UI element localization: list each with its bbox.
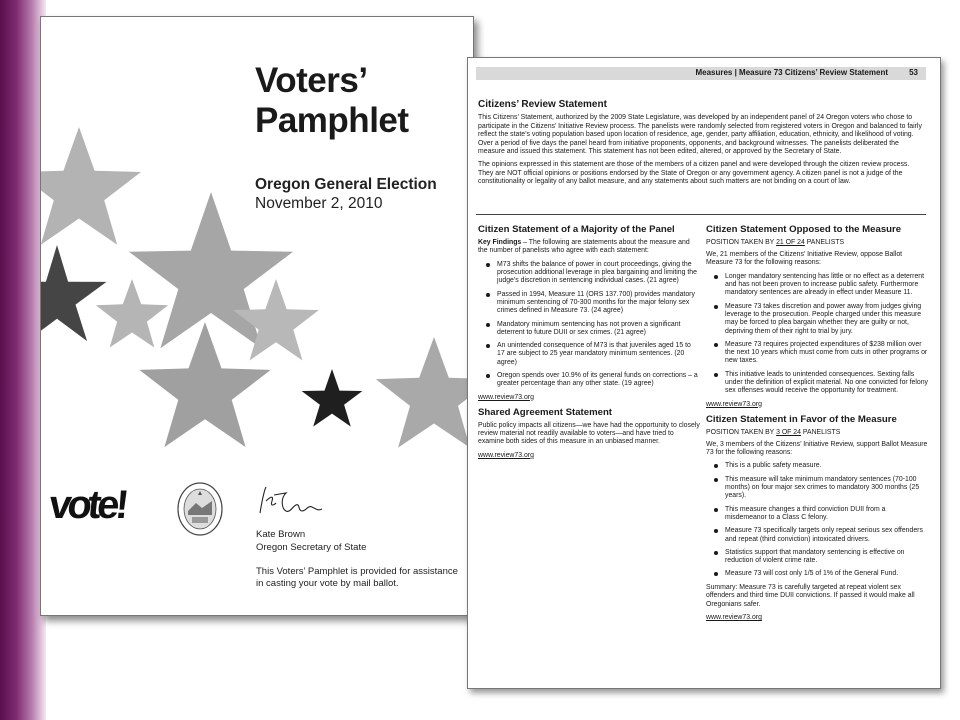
list-item — [706, 570, 928, 578]
bullet-icon — [714, 343, 718, 347]
list-item-text: An unintended consequence of M73 is that juveniles aged 15 to 17 are subject to 25 year mandatory minimum sentences. (20 agree) — [497, 342, 691, 366]
key-findings-text: – The following are statements about the measure and the number of panelists who agree with each statement: — [478, 239, 690, 255]
position-suffix: PANELISTS — [800, 428, 841, 436]
star-shape — [376, 337, 473, 448]
list-item — [706, 527, 928, 544]
list-item-text: This measure will take minimum mandatory sentences (70-100 months) on four major sex crimes to mandatory 300 months (25 years). — [725, 475, 920, 500]
list-item — [706, 506, 928, 523]
list-item-text: Measure 73 specifically targets only repeat serious sex offenders and repeat (third conviction) intoxicated drivers. — [725, 527, 923, 543]
list-item-text: Measure 73 takes discretion and power away from judges giving leverage to the prosecution. People charged under this measure may be forced to plea bargain whether they are guilty or not, depriving them of their right to trial by jury. — [725, 302, 922, 335]
list-item — [706, 303, 928, 336]
bullet-icon — [486, 344, 490, 348]
shared-link[interactable]: www.review73.org — [478, 451, 534, 459]
favor-intro: We, 3 members of the Citizens’ Initiative Review, support Ballot Measure 73 for the following reasons: — [706, 440, 928, 457]
bullet-icon — [714, 551, 718, 555]
list-item — [478, 342, 700, 367]
cover-title-line2: Pamphlet — [255, 101, 409, 140]
favor-list — [706, 462, 928, 578]
measure-page — [467, 57, 941, 689]
star-shape — [233, 279, 319, 361]
list-item — [706, 341, 928, 366]
review-paragraph: This Citizens’ Statement, authorized by the 2009 State Legislature, was developed by an independent panel of 24 Oregon voters who chose to participate in the Citizens’ Initiative Review process. The panelists were randomly selected from registered voters in Oregon and balanced to fairly reflect the state’s voting population based upon location of residence, age, gender, party affiliation, education, ethnicity, and likelihood of voting. Over a period of five days the panel heard from initiative proponents, opponents, and background witnesses. The panelists deliberated the measure and issued this statement. This statement has not been edited, altered, or approved by the Secretary of State. — [478, 114, 922, 156]
signer-title: Oregon Secretary of State — [256, 542, 367, 553]
bullet-icon — [486, 293, 490, 297]
cover-title — [255, 61, 409, 141]
list-item — [478, 291, 700, 316]
majority-title: Citizen Statement of a Majority of the Panel — [478, 224, 675, 235]
list-item-text: Statistics support that mandatory sentencing is effective on reduction of violent crime rate. — [725, 548, 905, 565]
list-item-text: M73 shifts the balance of power in court proceedings, giving the prosecution additional leverage in plea bargaining and limiting the judge’s discretion in sentencing individual cases. (21 agree) — [497, 260, 697, 285]
position-count: 21 OF 24 — [776, 239, 805, 246]
findings-list — [478, 261, 700, 389]
page-header — [476, 67, 926, 80]
list-item — [706, 476, 928, 501]
bullet-icon — [486, 263, 490, 267]
favor-link[interactable]: www.review73.org — [706, 613, 762, 621]
bullet-icon — [714, 508, 718, 512]
list-item — [478, 261, 700, 286]
majority-link[interactable]: www.review73.org — [478, 393, 534, 401]
list-item-text: Mandatory minimum sentencing has not proven a significant deterrent to future DUII or sex crimes. (21 agree) — [497, 320, 681, 336]
cover-title-line1: Voters’ — [255, 61, 368, 100]
opposed-link[interactable]: www.review73.org — [706, 400, 762, 408]
favor-summary: Summary: Measure 73 is carefully targeted at repeat violent sex offenders and third time DUII convictions. If passed it would make all Oregonians safer. — [706, 583, 915, 608]
vote-logo: vote! — [47, 483, 128, 527]
list-item-text: Passed in 1994, Measure 11 (ORS 137.700) provides mandatory minimum sentencing of 70-300 months for the major felony sex crimes defined in Measure 73. (24 agree) — [497, 290, 695, 315]
page-number: 53 — [909, 68, 918, 77]
list-item-text: Measure 73 requires projected expenditures of $238 million over the next 10 years which must come from cuts in other programs or new taxes. — [725, 340, 928, 365]
favor-title: Citizen Statement in Favor of the Measure — [706, 413, 897, 425]
list-item-text: Measure 73 will cost only 1/5 of 1% of the General Fund. — [725, 570, 899, 578]
signer-name: Kate Brown — [256, 529, 306, 540]
position-suffix: PANELISTS — [804, 239, 845, 246]
position-count: 3 OF 24 — [776, 428, 801, 436]
favor-position — [706, 429, 928, 436]
bullet-icon — [714, 275, 718, 279]
star-shape — [41, 245, 107, 341]
review-title: Citizens’ Review Statement — [478, 99, 607, 110]
list-item — [478, 372, 700, 389]
pamphlet-cover — [40, 16, 474, 616]
list-item — [706, 549, 928, 566]
list-item-text: This initiative leads to unintended consequences. Sexting falls under the definition of explicit material. No one convicted for felony sex offenses would receive the opportunity for treatment. — [725, 370, 929, 395]
bullet-icon — [714, 305, 718, 309]
list-item — [706, 462, 928, 470]
signature-image — [256, 483, 326, 521]
election-name: Oregon General Election — [255, 176, 437, 193]
election-date: November 2, 2010 — [255, 195, 383, 212]
section-divider — [476, 214, 926, 215]
shared-text: Public policy impacts all citizens—we have had the opportunity to closely review material not readily available to voters—and have tried to examine both sides of this measure in an unbiased manner. — [478, 421, 700, 446]
key-findings-label: Key Findings — [478, 239, 522, 246]
bullet-icon — [486, 323, 490, 327]
bullet-icon — [714, 373, 718, 377]
citizens-review-block — [478, 99, 924, 191]
list-item-text: This is a public safety measure. — [725, 462, 822, 470]
position-prefix: POSITION TAKEN BY — [706, 239, 777, 246]
star-shape — [302, 369, 363, 427]
bullet-icon — [714, 478, 718, 482]
list-item — [706, 273, 928, 298]
list-item-text: This measure changes a third conviction DUII from a misdemeanor to a Class C felony. — [725, 505, 886, 521]
left-column — [478, 224, 700, 465]
list-item — [478, 321, 700, 338]
cover-note: This Voters’ Pamphlet is provided for assistance in casting your vote by mail ballot. — [256, 566, 458, 589]
bullet-icon — [714, 464, 718, 468]
shared-title: Shared Agreement Statement — [478, 406, 612, 418]
review-paragraph: The opinions expressed in this statement are those of the members of a citizen panel and were developed through the citizen review process. They are NOT official opinions or positions endorsed by the State of Oregon or any government agency. A citizen panel is not a judge of the constitutionality or legality of any ballot measure, and any statements about such matters are not binding on a court of law. — [478, 160, 910, 186]
position-prefix: POSITION TAKEN BY — [706, 428, 777, 436]
state-seal-icon — [176, 481, 224, 537]
opposed-list — [706, 273, 928, 396]
opposed-title: Citizen Statement Opposed to the Measure — [706, 224, 902, 235]
header-section: Measures | Measure 73 Citizens’ Review Statement — [695, 68, 888, 77]
right-column — [706, 224, 928, 627]
bullet-icon — [486, 374, 490, 378]
list-item-text: Longer mandatory sentencing has little or no effect as a deterrent and has not been proven to increase public safety. Furthermore mandatory sentences are already in effect under Measure 11. — [725, 272, 925, 297]
list-item-text: Oregon spends over 10.9% of its general funds on corrections – a greater percentage than any other state. (19 agree) — [497, 372, 698, 388]
bullet-icon — [714, 572, 718, 576]
star-shape — [41, 127, 141, 245]
bullet-icon — [714, 529, 718, 533]
opposed-position — [706, 239, 928, 246]
key-findings — [478, 239, 700, 256]
opposed-intro: We, 21 members of the Citizens’ Initiative Review, oppose Ballot Measure 73 for the following reasons: — [706, 251, 903, 267]
list-item — [706, 371, 928, 396]
star-shape — [96, 279, 168, 348]
